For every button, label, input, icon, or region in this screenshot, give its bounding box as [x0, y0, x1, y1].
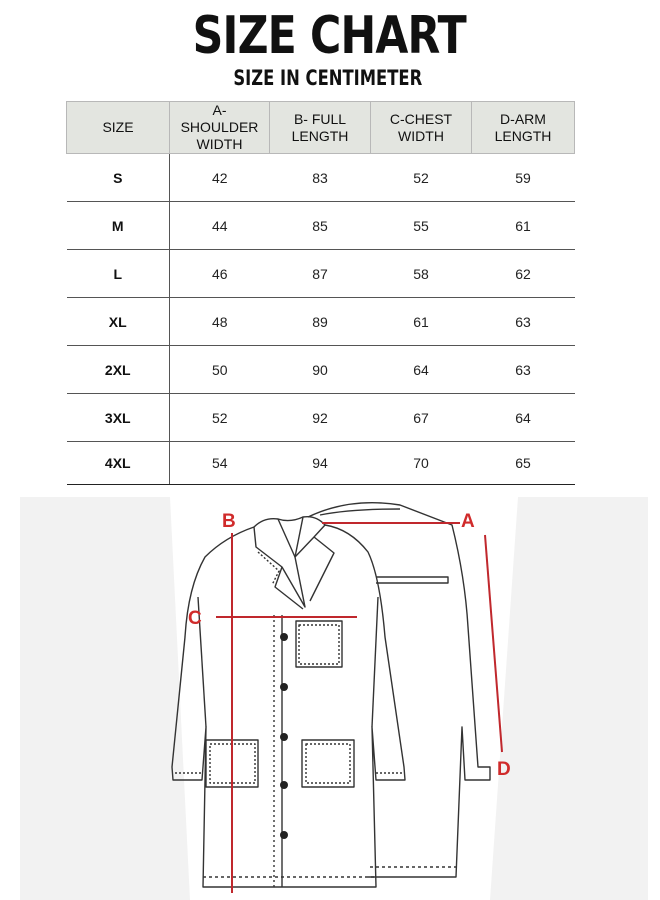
- coat-diagram: [20, 497, 648, 900]
- table-row: [67, 202, 575, 250]
- chest-cell: 70: [371, 442, 472, 485]
- size-table: [66, 101, 575, 485]
- chest-cell: 61: [371, 298, 472, 346]
- table-row: [67, 442, 575, 485]
- length-cell: 85: [270, 202, 371, 250]
- chest-cell: 67: [371, 394, 472, 442]
- column-header-length: B- FULL LENGTH: [270, 102, 371, 154]
- size-cell: L: [67, 250, 170, 298]
- arm-cell: 61: [472, 202, 575, 250]
- shoulder-cell: 52: [170, 394, 270, 442]
- page-subtitle: SIZE IN CENTIMETER: [233, 66, 423, 90]
- arm-cell: 63: [472, 298, 575, 346]
- arm-cell: 64: [472, 394, 575, 442]
- column-header-size: SIZE: [67, 102, 170, 154]
- measure-label-c: C: [188, 608, 202, 629]
- shoulder-cell: 54: [170, 442, 270, 485]
- length-cell: 90: [270, 346, 371, 394]
- size-cell: S: [67, 154, 170, 202]
- chest-cell: 64: [371, 346, 472, 394]
- size-cell: XL: [67, 298, 170, 346]
- table-body: [67, 154, 575, 485]
- page-title: SIZE CHART: [192, 6, 466, 66]
- arm-cell: 63: [472, 346, 575, 394]
- column-header-shoulder: A- SHOULDER WIDTH: [170, 102, 270, 154]
- table-row: [67, 250, 575, 298]
- table-row: [67, 394, 575, 442]
- measure-label-d: D: [497, 759, 511, 780]
- length-cell: 83: [270, 154, 371, 202]
- length-cell: 87: [270, 250, 371, 298]
- length-cell: 92: [270, 394, 371, 442]
- arm-cell: 62: [472, 250, 575, 298]
- lab-coat-illustration: [20, 497, 648, 900]
- measure-label-a: A: [461, 511, 475, 532]
- size-cell: 3XL: [67, 394, 170, 442]
- table-row: [67, 346, 575, 394]
- shoulder-cell: 46: [170, 250, 270, 298]
- measure-label-b: B: [222, 511, 236, 532]
- shoulder-cell: 50: [170, 346, 270, 394]
- shoulder-cell: 48: [170, 298, 270, 346]
- column-header-chest: C-CHEST WIDTH: [371, 102, 472, 154]
- size-cell: 4XL: [67, 442, 170, 485]
- table-header-row: [67, 102, 575, 154]
- shoulder-cell: 42: [170, 154, 270, 202]
- length-cell: 94: [270, 442, 371, 485]
- arm-cell: 59: [472, 154, 575, 202]
- size-cell: 2XL: [67, 346, 170, 394]
- size-cell: M: [67, 202, 170, 250]
- length-cell: 89: [270, 298, 371, 346]
- chest-cell: 58: [371, 250, 472, 298]
- column-header-arm: D-ARM LENGTH: [472, 102, 575, 154]
- chest-cell: 52: [371, 154, 472, 202]
- table-row: [67, 154, 575, 202]
- table-row: [67, 298, 575, 346]
- arm-cell: 65: [472, 442, 575, 485]
- chest-cell: 55: [371, 202, 472, 250]
- shoulder-cell: 44: [170, 202, 270, 250]
